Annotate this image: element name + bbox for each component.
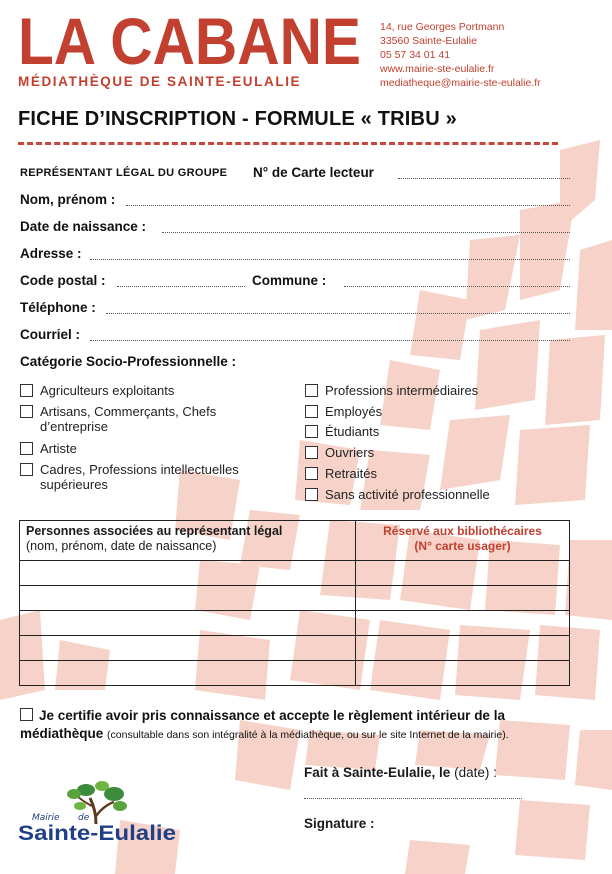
fait-a-row [304, 765, 497, 780]
checkbox-box[interactable] [20, 384, 33, 397]
checkbox-employes[interactable] [305, 404, 575, 419]
city-label: Commune : [252, 273, 327, 288]
checkbox-label: Artisans, Commerçants, Chefs d’entreprise [40, 404, 217, 434]
address-website[interactable]: www.mairie-ste-eulalie.fr [380, 63, 495, 75]
email-row [20, 327, 570, 345]
checkbox-label: Sans activité professionnelle [325, 487, 490, 502]
table-cell-person[interactable] [20, 561, 356, 586]
table-cell-card[interactable] [356, 636, 570, 661]
logo-subtitle: MÉDIATHÈQUE DE SAINTE-EULALIE [18, 74, 302, 89]
checkbox-etudiants[interactable] [305, 424, 575, 439]
checkbox-label: Professions intermédiaires [325, 383, 479, 398]
checkbox-artiste[interactable] [20, 441, 290, 456]
checkbox-box[interactable] [305, 446, 318, 459]
address-phone: 05 57 34 01 41 [380, 49, 451, 61]
svg-text:Mairie: Mairie [32, 813, 60, 823]
checkbox-sans-activite[interactable] [305, 487, 585, 502]
address-label: Adresse : [20, 246, 82, 261]
csp-label: Catégorie Socio-Professionnelle : [20, 354, 237, 369]
table-row [20, 561, 570, 586]
certify-note: (consultable dans son intégralité à la médiathèque, ou sur le site Internet de la mairie). [107, 729, 509, 741]
name-label: Nom, prénom : [20, 192, 116, 207]
certify-block [20, 707, 570, 744]
postcode-city-row [20, 273, 570, 291]
city-field[interactable] [344, 286, 570, 287]
table-cell-person[interactable] [20, 636, 356, 661]
name-row [20, 192, 570, 210]
phone-field[interactable] [106, 313, 570, 314]
card-number-field[interactable] [398, 178, 570, 179]
svg-text:Sainte-Eulalie: Sainte-Eulalie [18, 822, 176, 845]
fait-label: Fait à Sainte-Eulalie, le [304, 765, 451, 780]
date-field[interactable] [304, 798, 522, 799]
table-row [20, 611, 570, 636]
svg-text:LA CABANE: LA CABANE [18, 12, 361, 70]
certify-checkbox[interactable] [20, 708, 33, 721]
address-field[interactable] [90, 259, 570, 260]
table-cell-person[interactable] [20, 611, 356, 636]
card-number-label: N° de Carte lecteur [253, 165, 374, 180]
table-header-librarians-title: Réservé aux bibliothécaires [383, 524, 542, 538]
svg-text:de: de [78, 813, 90, 823]
phone-label: Téléphone : [20, 300, 96, 315]
checkbox-label: Artiste [40, 441, 77, 456]
checkbox-agriculteurs[interactable] [20, 383, 290, 398]
table-row [20, 636, 570, 661]
checkbox-box[interactable] [20, 442, 33, 455]
table-cell-card[interactable] [356, 661, 570, 686]
table-row [20, 661, 570, 686]
checkbox-box[interactable] [305, 405, 318, 418]
birthdate-label: Date de naissance : [20, 219, 147, 234]
phone-row [20, 300, 570, 318]
checkbox-label: Ouvriers [325, 445, 375, 460]
table-header-persons-title: Personnes associées au représentant légal [26, 524, 283, 538]
checkbox-label: Cadres, Professions intellectuelles supérieures [40, 462, 239, 492]
address-street: 14, rue Georges Portmann [380, 21, 505, 33]
checkbox-box[interactable] [305, 467, 318, 480]
birthdate-row [20, 219, 570, 237]
checkbox-box[interactable] [20, 463, 33, 476]
associated-persons-table [19, 520, 570, 686]
table-cell-person[interactable] [20, 661, 356, 686]
tree-icon [67, 781, 127, 824]
form-title: FICHE D’INSCRIPTION - FORMULE « TRIBU » [18, 108, 457, 130]
table-cell-card[interactable] [356, 561, 570, 586]
checkbox-box[interactable] [20, 405, 33, 418]
table-header-persons [20, 521, 356, 561]
address-block [380, 20, 541, 90]
postcode-field[interactable] [117, 286, 245, 287]
table-cell-card[interactable] [356, 586, 570, 611]
checkbox-label: Employés [325, 404, 383, 419]
address-email[interactable]: mediatheque@mairie-ste-eulalie.fr [380, 77, 541, 89]
checkbox-retraites[interactable] [305, 466, 575, 481]
checkbox-cadres[interactable] [20, 462, 270, 492]
table-cell-person[interactable] [20, 586, 356, 611]
csp-row [20, 354, 570, 372]
checkbox-box[interactable] [305, 425, 318, 438]
checkbox-box[interactable] [305, 384, 318, 397]
table-row [20, 586, 570, 611]
representative-row [20, 165, 570, 183]
table-header-librarians [356, 521, 570, 561]
email-field[interactable] [90, 340, 570, 341]
la-cabane-logo [18, 12, 363, 70]
table-header-row [20, 521, 570, 561]
postcode-label: Code postal : [20, 273, 106, 288]
signature-label: Signature : [304, 816, 375, 831]
table-header-persons-sub: (nom, prénom, date de naissance) [26, 539, 217, 553]
address-city: 33560 Sainte-Eulalie [380, 35, 477, 47]
checkbox-label: Étudiants [325, 424, 380, 439]
representative-label: REPRÉSENTANT LÉGAL DU GROUPE [20, 167, 228, 179]
checkbox-label: Agriculteurs exploitants [40, 383, 175, 398]
date-hint: (date) : [454, 765, 497, 780]
name-field[interactable] [126, 205, 570, 206]
checkbox-label: Retraités [325, 466, 378, 481]
table-header-librarians-sub: (N° carte usager) [414, 539, 511, 553]
checkbox-box[interactable] [305, 488, 318, 501]
checkbox-ouvriers[interactable] [305, 445, 575, 460]
checkbox-intermediaires[interactable] [305, 383, 575, 398]
mairie-sainte-eulalie-logo [18, 776, 188, 848]
table-cell-card[interactable] [356, 611, 570, 636]
certify-text: Je certifie avoir pris connaissance et accepte le règlement intérieur de la médiathèque [20, 708, 505, 741]
birthdate-field[interactable] [162, 232, 570, 233]
checkbox-artisans[interactable] [20, 404, 220, 434]
title-divider [18, 142, 558, 145]
email-label: Courriel : [20, 327, 81, 342]
address-row [20, 246, 570, 264]
